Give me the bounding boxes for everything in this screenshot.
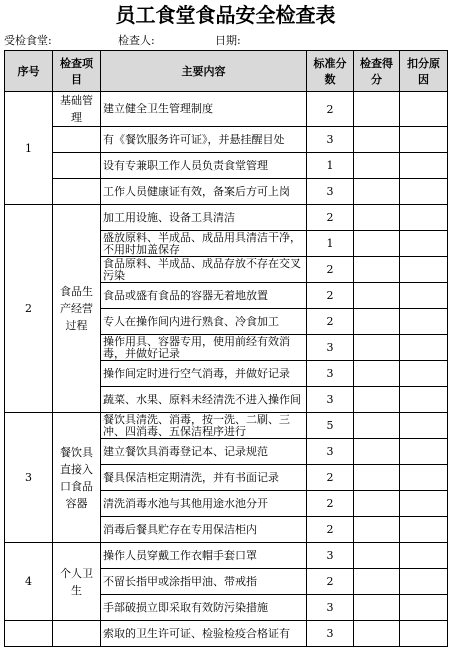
content-cell: [101, 361, 307, 387]
standard-score-cell: 3: [307, 543, 354, 569]
actual-score-cell[interactable]: [354, 595, 400, 621]
deduction-reason-cell[interactable]: [400, 439, 448, 465]
actual-score-cell[interactable]: [354, 205, 400, 231]
standard-score-cell: 3: [307, 127, 354, 153]
header-standard-score: 标准分数: [307, 51, 354, 92]
actual-score-cell[interactable]: [354, 309, 400, 335]
content-cell: [101, 595, 307, 621]
standard-score-cell: 2: [307, 517, 354, 543]
content-text: 建立餐饮具消毒登记本、记录规范: [103, 445, 268, 458]
standard-score-cell: 2: [307, 205, 354, 231]
table-row: [5, 153, 448, 179]
content-cell: [101, 413, 307, 439]
table-row: [5, 413, 448, 439]
header-seq: 序号: [5, 51, 53, 92]
content-text: 餐具保洁柜定期清洗，并有书面记录: [103, 471, 279, 484]
actual-score-cell[interactable]: [354, 231, 400, 257]
content-cell: [101, 621, 307, 647]
deduction-reason-cell[interactable]: [400, 127, 448, 153]
category-cell: [53, 127, 101, 153]
seq-cell: 1: [5, 92, 53, 205]
canteen-label: 受检食堂:: [4, 34, 52, 47]
deduction-reason-cell[interactable]: [400, 491, 448, 517]
table-row: [5, 543, 448, 569]
category-cell: 基础管理: [53, 92, 101, 127]
content-text: 索取的卫生许可证、检验检疫合格证有: [103, 627, 290, 640]
actual-score-cell[interactable]: [354, 283, 400, 309]
deduction-reason-cell[interactable]: [400, 517, 448, 543]
content-cell: [101, 439, 307, 465]
content-cell: [101, 491, 307, 517]
deduction-reason-cell[interactable]: [400, 335, 448, 361]
actual-score-cell[interactable]: [354, 257, 400, 283]
content-text: 消毒后餐具贮存在专用保洁柜内: [103, 523, 257, 536]
actual-score-cell[interactable]: [354, 413, 400, 439]
deduction-reason-cell[interactable]: [400, 543, 448, 569]
deduction-reason-cell[interactable]: [400, 179, 448, 205]
content-text: 建立健全卫生管理制度: [103, 103, 213, 115]
deduction-reason-cell[interactable]: [400, 92, 448, 127]
actual-score-cell[interactable]: [354, 387, 400, 413]
content-text: 手部破损立即采取有效防污染措施: [103, 601, 268, 614]
deduction-reason-cell[interactable]: [400, 153, 448, 179]
deduction-reason-cell[interactable]: [400, 595, 448, 621]
actual-score-cell[interactable]: [354, 127, 400, 153]
header-actual-score: 检查得分: [354, 51, 400, 92]
content-text: 清洗消毒水池与其他用途水池分开: [103, 497, 268, 510]
seq-cell: 2: [5, 205, 53, 413]
category-cell: 个人卫生: [53, 543, 101, 621]
standard-score-cell: 3: [307, 335, 354, 361]
content-text: 餐饮具清洗、消毒，按一洗、二刷、三冲、四消毒、五保洁程序进行: [103, 413, 290, 438]
content-cell: [101, 543, 307, 569]
content-text: 盛放原料、半成品、成品用具清洁干净，不用时加盖保存: [103, 231, 301, 256]
content-cell: [101, 387, 307, 413]
content-text: 操作间定时进行空气消毒，并做好记录: [103, 367, 290, 380]
content-cell: [101, 231, 307, 257]
standard-score-cell: 3: [307, 595, 354, 621]
actual-score-cell[interactable]: [354, 621, 400, 647]
deduction-reason-cell[interactable]: [400, 361, 448, 387]
content-cell: [101, 179, 307, 205]
content-cell: [101, 309, 307, 335]
content-cell: [101, 517, 307, 543]
actual-score-cell[interactable]: [354, 517, 400, 543]
actual-score-cell[interactable]: [354, 361, 400, 387]
actual-score-cell[interactable]: [354, 92, 400, 127]
standard-score-cell: 1: [307, 153, 354, 179]
actual-score-cell[interactable]: [354, 335, 400, 361]
deduction-reason-cell[interactable]: [400, 309, 448, 335]
standard-score-cell: 2: [307, 283, 354, 309]
deduction-reason-cell[interactable]: [400, 205, 448, 231]
category-cell: [53, 621, 101, 647]
standard-score-cell: 3: [307, 179, 354, 205]
content-text: 食品原料、半成品、成品存放不存在交叉污染: [103, 257, 301, 282]
content-text: 工作人员健康证有效，备案后方可上岗: [103, 185, 290, 198]
content-cell: [101, 569, 307, 595]
actual-score-cell[interactable]: [354, 465, 400, 491]
table-row: [5, 205, 448, 231]
standard-score-cell: 3: [307, 439, 354, 465]
seq-cell: [5, 621, 53, 647]
deduction-reason-cell[interactable]: [400, 283, 448, 309]
content-text: 不留长指甲或涂指甲油、带戒指: [103, 575, 257, 588]
standard-score-cell: 2: [307, 465, 354, 491]
inspection-table: [4, 50, 448, 647]
category-cell: [53, 153, 101, 179]
standard-score-cell: 1: [307, 231, 354, 257]
standard-score-cell: 3: [307, 361, 354, 387]
content-text: 设有专兼职工作人员负责食堂管理: [103, 159, 268, 172]
actual-score-cell[interactable]: [354, 439, 400, 465]
seq-cell: 4: [5, 543, 53, 621]
content-cell: [101, 127, 307, 153]
seq-cell: 3: [5, 413, 53, 543]
standard-score-cell: 2: [307, 257, 354, 283]
content-cell: [101, 335, 307, 361]
content-text: 操作用具、容器专用，使用前经有效消毒，并做好记录: [103, 335, 290, 360]
actual-score-cell[interactable]: [354, 153, 400, 179]
standard-score-cell: 3: [307, 621, 354, 647]
category-cell: 食品生产经营过程: [53, 205, 101, 413]
category-cell: 餐饮具直接入口食品容器: [53, 413, 101, 543]
standard-score-cell: 2: [307, 92, 354, 127]
actual-score-cell[interactable]: [354, 569, 400, 595]
actual-score-cell[interactable]: [354, 491, 400, 517]
header-content: 主要内容: [101, 51, 307, 92]
content-cell: [101, 283, 307, 309]
content-cell: [101, 465, 307, 491]
table-row: [5, 621, 448, 647]
deduction-reason-cell[interactable]: [400, 465, 448, 491]
standard-score-cell: 2: [307, 569, 354, 595]
header-deduction-reason: 扣分原因: [400, 51, 448, 92]
content-text: 蔬菜、水果、原料未经清洗不进入操作间: [103, 393, 301, 406]
deduction-reason-cell[interactable]: [400, 621, 448, 647]
content-text: 加工用设施、设备工具清洁: [103, 211, 235, 224]
content-text: 专人在操作间内进行熟食、冷食加工: [103, 315, 279, 328]
standard-score-cell: 2: [307, 309, 354, 335]
standard-score-cell: 5: [307, 413, 354, 439]
content-cell: [101, 257, 307, 283]
actual-score-cell[interactable]: [354, 179, 400, 205]
date-label: 日期:: [215, 34, 241, 47]
deduction-reason-cell[interactable]: [400, 387, 448, 413]
content-cell: [101, 153, 307, 179]
deduction-reason-cell[interactable]: [400, 569, 448, 595]
table-row: [5, 127, 448, 153]
page-title: 员工食堂食品安全检查表: [115, 3, 336, 27]
deduction-reason-cell[interactable]: [400, 413, 448, 439]
header-category: 检查项目: [53, 51, 101, 92]
category-cell: [53, 179, 101, 205]
content-text: 食品或盛有食品的容器无着地放置: [103, 289, 268, 302]
content-cell: [101, 205, 307, 231]
content-cell: [101, 92, 307, 127]
header-row: [5, 51, 448, 92]
content-text: 有《餐饮服务许可证》，并悬挂醒目处: [103, 133, 285, 146]
actual-score-cell[interactable]: [354, 543, 400, 569]
table-row: [5, 179, 448, 205]
standard-score-cell: 2: [307, 491, 354, 517]
standard-score-cell: 3: [307, 387, 354, 413]
deduction-reason-cell[interactable]: [400, 257, 448, 283]
deduction-reason-cell[interactable]: [400, 231, 448, 257]
inspector-label: 检查人:: [118, 34, 155, 47]
table-row: [5, 92, 448, 127]
content-text: 操作人员穿戴工作衣帽手套口罩: [103, 549, 257, 562]
